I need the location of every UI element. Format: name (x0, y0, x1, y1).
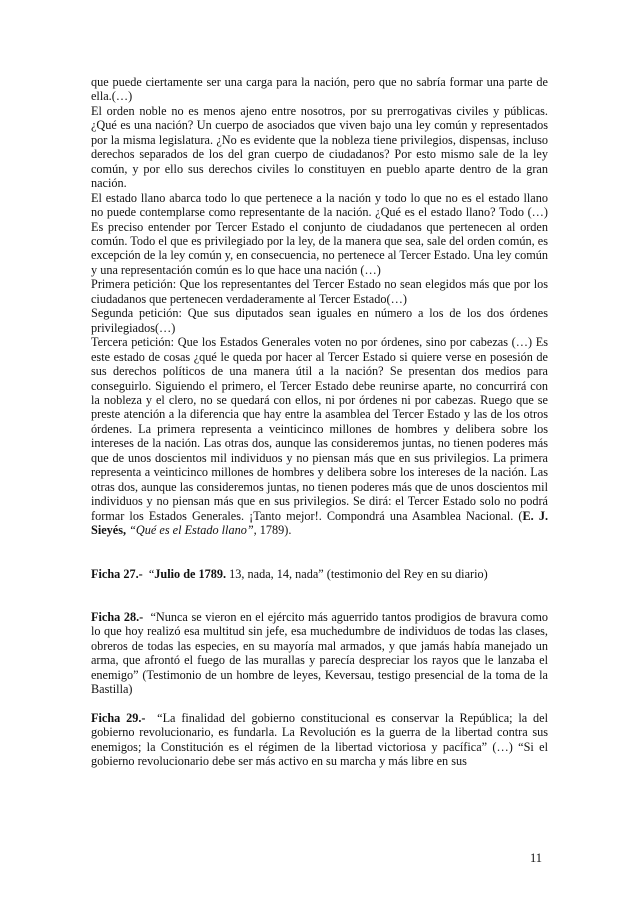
ficha-27-label: Ficha 27.- (91, 566, 143, 581)
citation-year: 1789). (256, 523, 292, 538)
spacer (91, 581, 548, 610)
ficha-27-text: 13, nada, 14, nada” (testimonio del Rey en su diario) (226, 566, 488, 581)
paragraph: El estado llano abarca todo lo que pertenece a la nación y todo lo que no es el estado llano no puede contemplarse como representante de la nación. ¿Qué es el estado llano? Todo (…) Es preciso entender por Tercer Estado el conjunto de ciudadanos que pertenecen al orden común. Todo el que es privilegiado por la ley, de la manera que sea, sale del orden común, es excepción de la ley común y, en consecuencia, no pertenece al Tercer Estado. Una ley común y una representación común es lo que hace una nación (…) (91, 190, 548, 277)
ficha-28-label: Ficha 28.- (91, 609, 144, 624)
document-body (91, 75, 548, 768)
ficha-29-label: Ficha 29.- (91, 710, 146, 725)
paragraph: Segunda petición: Que sus diputados sean iguales en número a los de los dos órdenes privilegiados(…) (91, 306, 548, 335)
paragraph: Primera petición: Que los representantes del Tercer Estado no sean elegidos más que por los ciudadanos que pertenecen verdaderamente al Tercer Estado(…) (91, 277, 548, 306)
ficha-27-open-quote: “ (148, 566, 155, 581)
paragraph-with-citation (91, 335, 548, 537)
citation-title: “Qué es el Estado llano”, (129, 523, 257, 538)
ficha-28 (91, 610, 548, 697)
page-number: 11 (530, 851, 543, 865)
paragraph: que puede ciertamente ser una carga para la nación, pero que no sabría formar una parte de ella.(…) (91, 75, 548, 104)
ficha-27 (91, 567, 548, 581)
paragraph: El orden noble no es menos ajeno entre nosotros, por su prerrogativas civiles y públicas. ¿Qué es una nación? Un cuerpo de asociados que viven bajo una ley común y representados por la misma legislatura. ¿No es evidente que la nobleza tiene privilegios, dispensas, incluso derechos separados de los del gran cuerpo de ciudadanos? Por esto mismo sale de la ley común, y por ello sus derechos civiles lo constituyen en pueblo aparte dentro de la gran nación. (91, 103, 548, 191)
citation-author: E. J. Sieyés, (91, 508, 549, 538)
spacer (91, 697, 548, 711)
ficha-29-text: “La finalidad del gobierno constitucional es conservar la República; la del gobierno revolucionario, es fundarla. La Revolución es la guerra de la libertad contra sus enemigos; la Constitución es el régimen de la libertad victoriosa y pacífica” (…) “Si el gobierno revolucionario debe ser más activo en su marcha y más libre en sus (91, 710, 549, 769)
spacer (91, 538, 548, 567)
paragraph-text: Tercera petición: Que los Estados Generales voten no por órdenes, sino por cabezas (…) Es este estado de cosas ¿qué le queda por hacer al Tercer Estado si quiere verse en posesión de sus derechos políticos de una manera útil a la nación? Se presentan dos medios para conseguirlo. Siguiendo el primero, el Tercer Estado debe reunirse aparte, no concurrirá con la nobleza y el clero, no se quedará con ellos, ni por órdenes ni por cabezas. Ruego que se preste atención a la diferencia que hay entre la asamblea del Tercer Estado y las de los otros órdenes. La primera representa a veinticinco millones de hombres y delibera sobre los intereses de la nación. Las otras dos, aunque las consideremos juntas, no tienen poderes más que de unos doscientos mil individuos y no piensan más que en sus privilegios. La primera representa a veinticinco millones de hombres y delibera sobre los intereses de la nación. Las otras dos, aunque las consideremos juntas, no tienen poderes más que de unos doscientos mil individuos y no piensan más que en sus privilegios. Se dirá: el Tercer Estado solo no podrá formar los Estados Generales. ¡Tanto mejor!. Compondrá una Asamblea Nacional. ( (91, 335, 548, 523)
ficha-29 (91, 711, 548, 769)
ficha-27-date: Julio de 1789. (154, 566, 227, 581)
ficha-28-text: “Nunca se vieron en el ejército más aguerrido tantos prodigios de bravura como lo que hoy realizó esa multitud sin jefe, esa muchedumbre de individuos de todas las clases, obreros de todas las especies, en su mayoría mal armados, y que jamás había manejado un arma, que afrontó el fuego de las murallas y parecía despreciar los rayos que le lanzaba el enemigo” (Testimonio de un hombre de leyes, Keversau, testigo presencial de la toma de la Bastilla) (91, 609, 548, 697)
